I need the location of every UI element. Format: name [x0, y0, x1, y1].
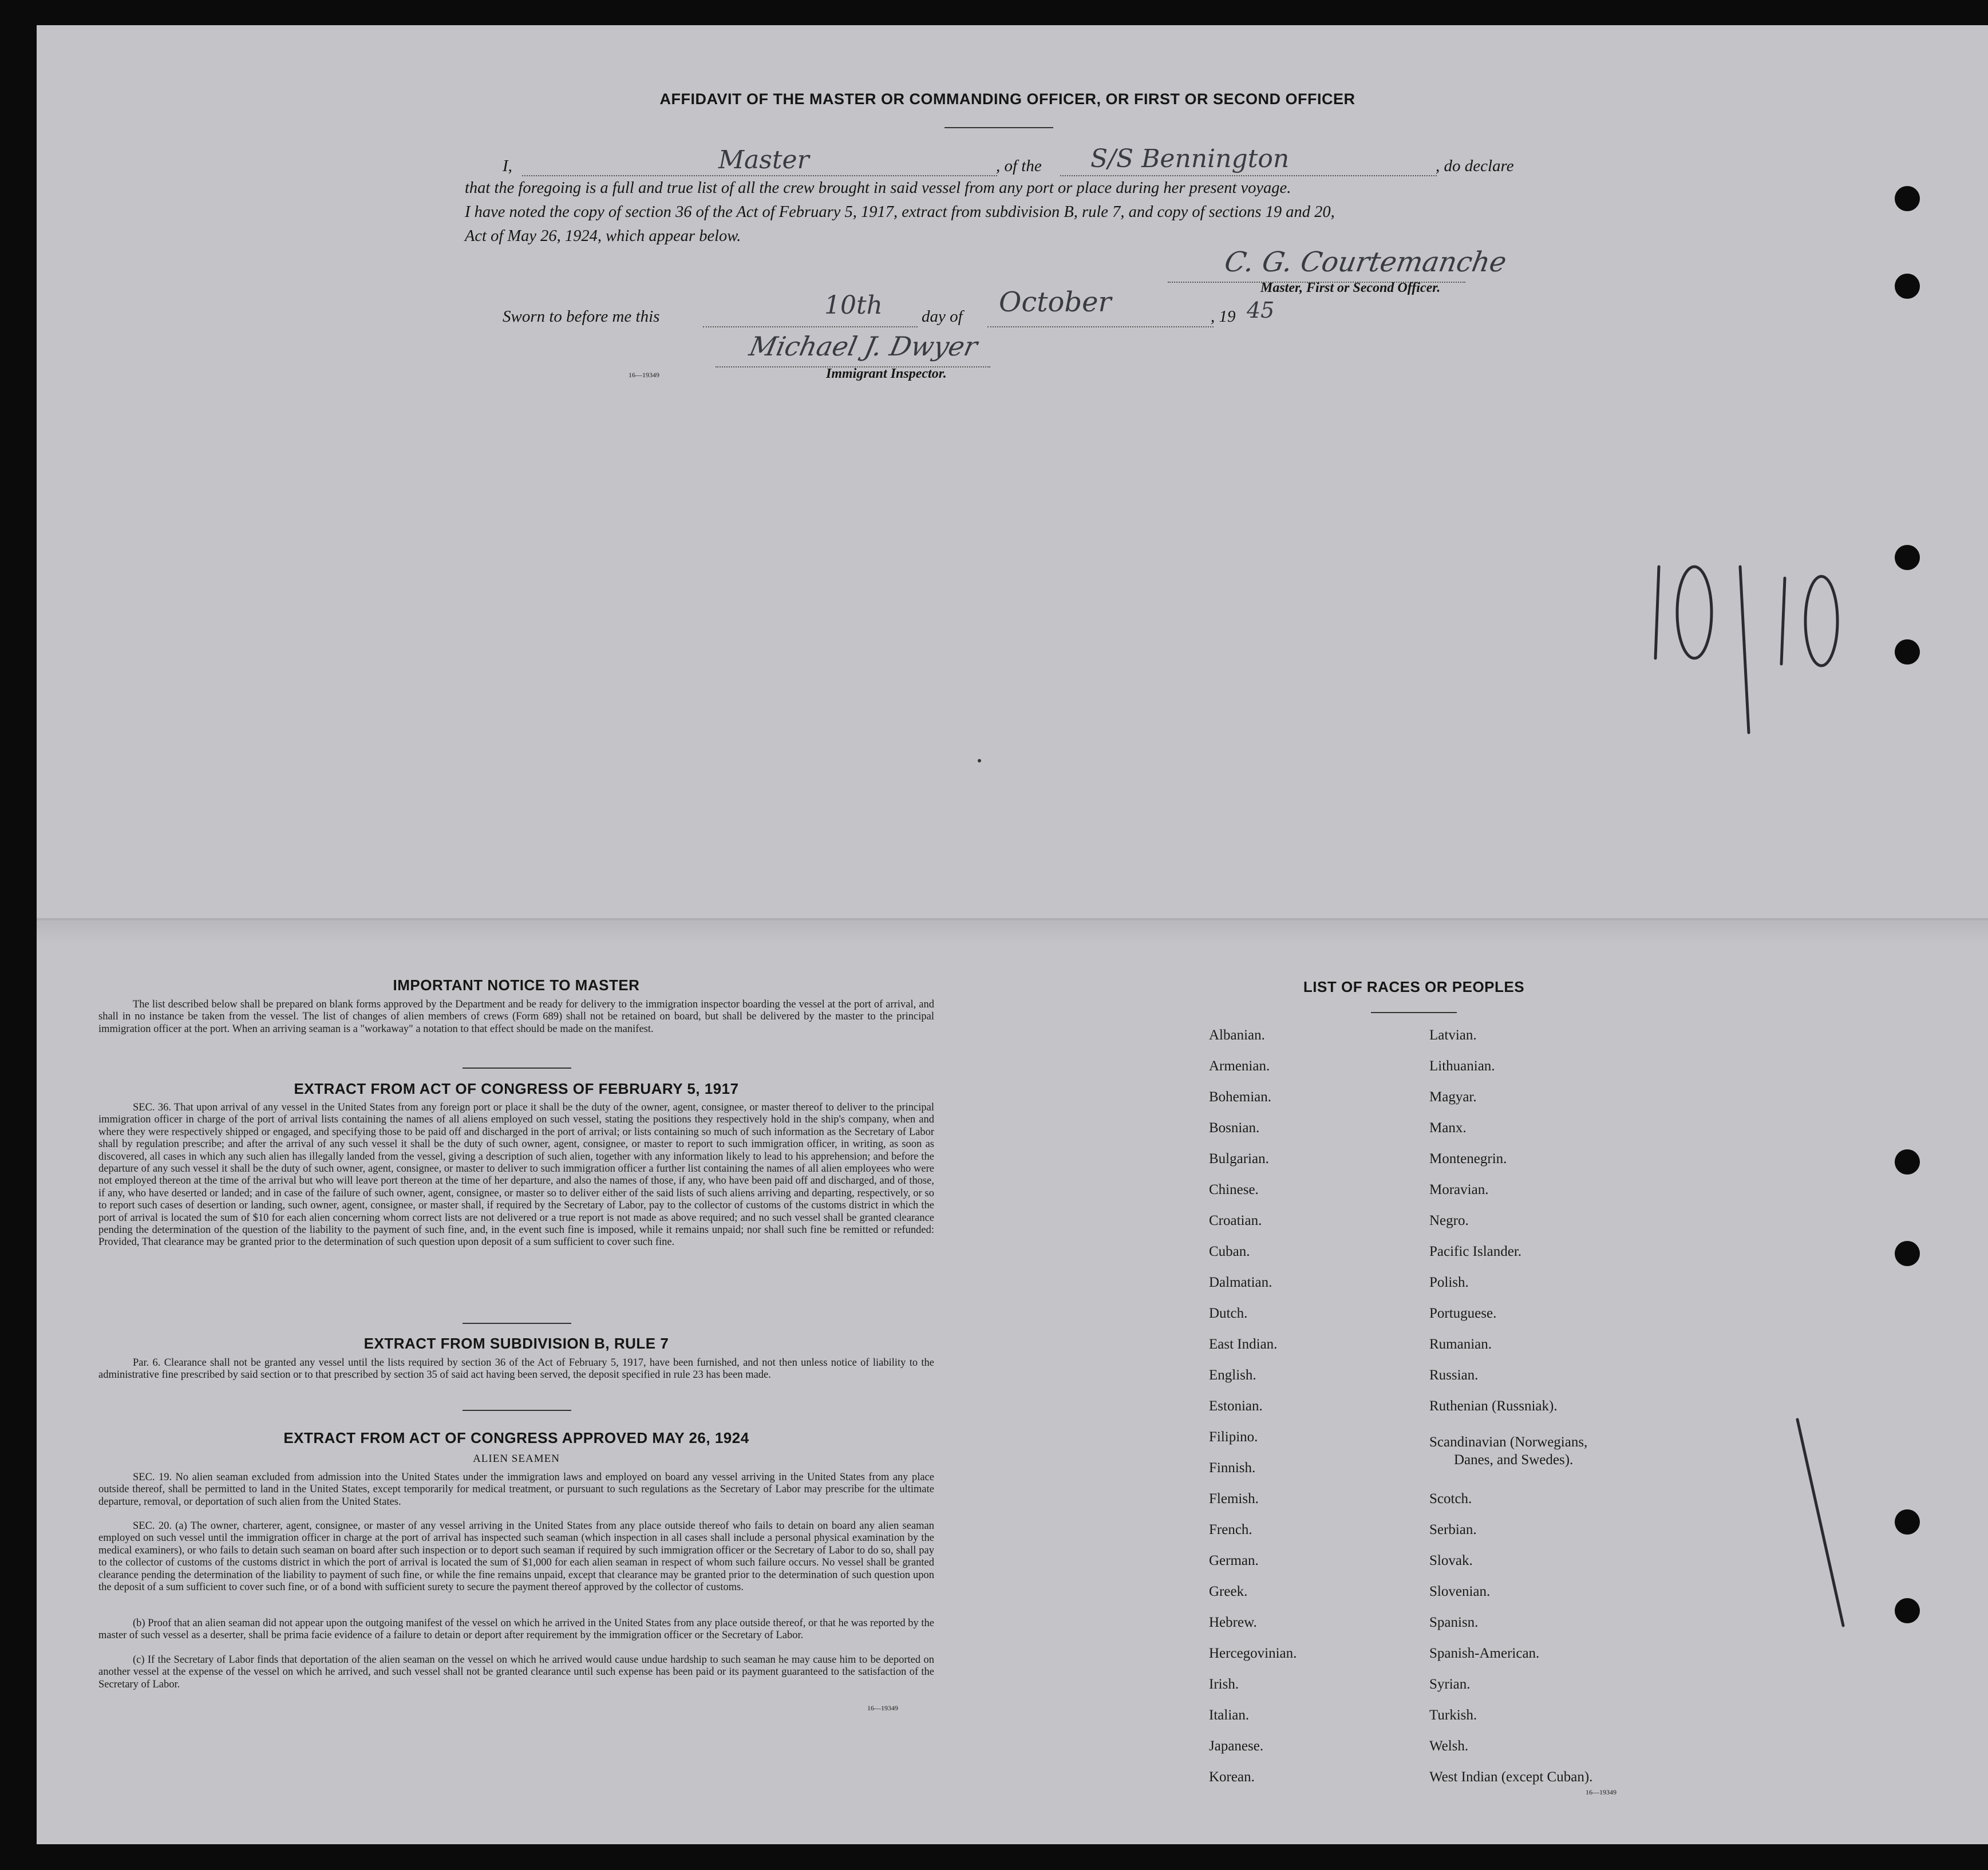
race-left-item: Croatian.	[1209, 1213, 1262, 1228]
affidavit-body-line-2: that the foregoing is a full and true list of all the crew brought in said vessel from any port or place during her present voyage.	[465, 179, 1291, 197]
sworn-month-line	[987, 326, 1214, 327]
race-left-item: Albanian.	[1209, 1027, 1265, 1043]
race-left-item: Chinese.	[1209, 1182, 1259, 1197]
race-right-item: Serbian.	[1429, 1522, 1477, 1537]
race-right-item: Scandinavian (Norwegians,	[1429, 1434, 1588, 1450]
punch-hole-6	[1895, 1241, 1920, 1266]
punch-hole-4	[1895, 639, 1920, 665]
race-left-item: Cuban.	[1209, 1244, 1250, 1259]
stray-dot	[978, 759, 981, 762]
inspector-caption: Immigrant Inspector.	[826, 366, 947, 381]
margin-slash-drawing	[1786, 1414, 1855, 1631]
extract-1917-rule	[463, 1323, 571, 1324]
race-right-item: Ruthenian (Russniak).	[1429, 1398, 1558, 1414]
extract-1924-title: EXTRACT FROM ACT OF CONGRESS APPROVED MAY 26, 1924	[283, 1429, 749, 1446]
affidavit-title-rule	[944, 127, 1053, 128]
handwritten-master: Master	[718, 145, 809, 175]
notice-body: The list described below shall be prepared on blank forms approved by the Department and be ready for delivery to the immigration inspector boarding the vessel at the port of arrival, and shall in no instance be taken from the vessel. The list of changes of alien members of crews (Form 689) shall not be retained on board, but shall be delivered by the master to the principal immigration officer at the port. When an arriving seaman is a "workaway" a notation to that effect should be made on the manifest.	[98, 999, 934, 1035]
affidavit-i-label: I,	[503, 157, 512, 175]
vessel-name-line	[1060, 175, 1437, 176]
extract-rule7-rule	[463, 1410, 571, 1411]
race-left-item: Filipino.	[1209, 1429, 1258, 1445]
punch-hole-3	[1895, 545, 1920, 570]
extract-1917-title: EXTRACT FROM ACT OF CONGRESS OF FEBRUARY 5, 1917	[294, 1080, 739, 1097]
race-left-item: Estonian.	[1209, 1398, 1263, 1414]
race-right-item: Manx.	[1429, 1120, 1467, 1136]
race-left-item: Irish.	[1209, 1677, 1239, 1692]
handwritten-master-signature: C. G. Courtemanche	[1222, 246, 1509, 278]
race-left-item: French.	[1209, 1522, 1252, 1537]
race-left-item: German.	[1209, 1553, 1259, 1568]
race-left-item: Dalmatian.	[1209, 1275, 1272, 1290]
extract-1917-body: SEC. 36. That upon arrival of any vessel in the United States from any foreign port or place it shall be the duty of the owner, agent, consignee, or master thereof to deliver to the principal immigration officer in charge of the port of arrival lists containing the names of all aliens employed on such vessel, stating the positions they respectively hold in the ship's company, when and where they were respectively shipped or engaged, and specifying those to be paid off and discharged in the port of arrival; or lists containing so much of such information as the Secretary of Labor shall by regulation prescribe; and after the arrival of any such vessel it shall be the duty of such owner, agent, consignee, or master to report to such immigration officer, in writing, as soon as discovered, all cases in which any such alien has illegally landed from the vessel, giving a description of such alien, together with any information likely to lead to his apprehension; and before the departure of any such vessel it shall be the duty of such owner, agent, consignee, or master to deliver to such immigration officer a further list containing the names of all alien employees who were not employed thereon at the time of the arrival but who will leave port thereon at the time of her departure, and also the names of those, if any, who have been paid off and discharged, and of those, if any, who have deserted or landed; and in case of the failure of such owner, agent, consignee, or master so to deliver either of the said lists of such aliens arriving and departing, respectively, or so to report such cases of desertion or landing, such owner, agent, consignee, or master shall, if required by the Secretary of Labor, pay to the collector of customs of the customs district in which the port of arrival is located the sum of $10 for each alien concerning whom correct lists are not delivered or a true report is not made as above required; and no such vessel shall be granted clearance pending the determination of the question of the liability to the payment of such fine, and, in the event such fine is imposed, while it remains unpaid; nor shall such fine be remitted or refunded: Provided, That clearance may be granted prior to the determination of such question upon deposit of a sum sufficient to cover such fine.	[98, 1102, 934, 1248]
race-right-item: Syrian.	[1429, 1677, 1471, 1692]
race-right-item: Turkish.	[1429, 1707, 1477, 1723]
race-right-item: Welsh.	[1429, 1738, 1469, 1754]
margin-count-drawing	[1637, 549, 1855, 738]
race-right-item: Slovak.	[1429, 1553, 1473, 1568]
extract-1924-subtitle: ALIEN SEAMEN	[473, 1453, 560, 1465]
race-left-item: English.	[1209, 1367, 1256, 1383]
master-title-line	[522, 175, 997, 176]
race-left-item: East Indian.	[1209, 1337, 1278, 1352]
race-left-item: Bohemian.	[1209, 1089, 1272, 1105]
races-form-number: 16—19349	[1586, 1788, 1617, 1796]
race-left-item: Flemish.	[1209, 1491, 1259, 1507]
year-prefix: , 19	[1211, 307, 1236, 326]
handwritten-margin-count	[1637, 549, 1855, 738]
race-left-item: Dutch.	[1209, 1306, 1248, 1321]
punch-hole-5	[1895, 1149, 1920, 1175]
extract-1924-sec20a: SEC. 20. (a) The owner, charterer, agent, consignee, or master of any vessel arriving in the United States from any place outside thereof who fails to detain on board any alien seaman employed on such vessel until the immigration officer in charge at the port of arrival has inspected such seaman (which inspection in all cases shall include a personal physical examination by the medical examiners), or who fails to detain such seaman on board after such inspection or to deport such seaman if required by such immigration officer or the Secretary of Labor to do so, shall pay to the collector of customs of the customs district in which the port of arrival is located the sum of $1,000 for each alien seaman in respect of whom such failure occurs. No vessel shall be granted clearance pending the determination of the liability to payment of such fine, or while the fine remains unpaid, except that clearance may be granted prior to the determination of such question upon the deposit of a sum sufficient to cover such fine, or of a bond with sufficient surety to secure the payment thereof approved by the collector of customs.	[98, 1520, 934, 1594]
race-right-item: Slovenian.	[1429, 1584, 1491, 1599]
punch-hole-8	[1895, 1598, 1920, 1623]
extract-rule7-title: EXTRACT FROM SUBDIVISION B, RULE 7	[363, 1335, 669, 1352]
race-left-item: Japanese.	[1209, 1738, 1264, 1754]
handwritten-month: October	[999, 286, 1112, 318]
punch-hole-1	[1895, 186, 1920, 211]
fold-shadow	[37, 920, 1988, 943]
race-right-item: Portuguese.	[1429, 1306, 1497, 1321]
race-left-item: Hercegovinian.	[1209, 1646, 1297, 1661]
affidavit-form-number: 16—19349	[629, 371, 659, 379]
race-right-item: Spanish-American.	[1429, 1646, 1540, 1661]
extract-form-number: 16—19349	[867, 1704, 898, 1712]
sworn-label: Sworn to before me this	[503, 307, 660, 326]
race-left-item: Armenian.	[1209, 1058, 1270, 1074]
race-right-item: Scotch.	[1429, 1491, 1472, 1507]
affidavit-declare-label: , do declare	[1436, 157, 1514, 175]
races-title-rule	[1371, 1012, 1457, 1013]
extract-rule7-body: Par. 6. Clearance shall not be granted any vessel until the lists required by section 36 of the Act of February 5, 1917, have been furnished, and not then unless notice of liability to the administrative fine prescribed by said section or to that prescribed by section 35 of said act having been served, the deposit specified in rule 23 has been made.	[98, 1357, 934, 1381]
race-right-item: Spanisn.	[1429, 1615, 1479, 1630]
race-right-item: Lithuanian.	[1429, 1058, 1495, 1074]
race-right-item: Magyar.	[1429, 1089, 1477, 1105]
notice-rule	[463, 1068, 571, 1069]
race-right-item: Moravian.	[1429, 1182, 1489, 1197]
handwritten-vessel: S/S Bennington	[1090, 144, 1290, 173]
race-right-item: West Indian (except Cuban).	[1429, 1769, 1593, 1785]
handwritten-year: 45	[1247, 298, 1275, 323]
day-of-label: day of	[922, 307, 963, 326]
punch-hole-2	[1895, 274, 1920, 299]
margin-slash-mark	[1786, 1414, 1855, 1634]
affidavit-title: AFFIDAVIT OF THE MASTER OR COMMANDING OFFICER, OR FIRST OR SECOND OFFICER	[659, 90, 1355, 108]
race-right-item: Negro.	[1429, 1213, 1469, 1228]
handwritten-day: 10th	[824, 291, 883, 320]
punch-hole-7	[1895, 1509, 1920, 1535]
race-right-item: Latvian.	[1429, 1027, 1477, 1043]
affidavit-body-line-4: Act of May 26, 1924, which appear below.	[465, 227, 741, 245]
race-left-item: Bulgarian.	[1209, 1151, 1269, 1167]
sworn-day-line	[703, 326, 918, 327]
handwritten-inspector-signature: Michael J. Dwyer	[746, 331, 981, 362]
extract-1924-sec19: SEC. 19. No alien seaman excluded from admission into the United States under the immigration laws and employed on board any vessel arriving in the United States from any place outside thereof, shall be permitted to land in the United States, except temporarily for medical treatment, or pursuant to such regulations as the Secretary of Labor may prescribe for the ultimate departure, removal, or deportation of such alien from the United States.	[98, 1472, 934, 1508]
race-left-item: Italian.	[1209, 1707, 1250, 1723]
race-left-item: Bosnian.	[1209, 1120, 1260, 1136]
notice-title: IMPORTANT NOTICE TO MASTER	[393, 976, 640, 994]
race-left-item: Finnish.	[1209, 1460, 1256, 1476]
officer-caption: Master, First or Second Officer.	[1260, 280, 1441, 295]
race-right-item: Russian.	[1429, 1367, 1479, 1383]
race-right-item: Rumanian.	[1429, 1337, 1492, 1352]
extract-1924-sec20c: (c) If the Secretary of Labor finds that deportation of the alien seaman on the vessel on which he arrived would cause undue hardship to such seaman he may cause him to be deported on another vessel at the expense of the vessel on which he arrived, and such vessel shall not be granted clearance until such expense has been paid or its payment guaranteed to the satisfaction of the Secretary of Labor.	[98, 1654, 934, 1690]
races-title: LIST OF RACES OR PEOPLES	[1303, 978, 1525, 995]
affidavit-of-the-label: , of the	[996, 157, 1042, 175]
race-right-item: Polish.	[1429, 1275, 1469, 1290]
affidavit-body-line-3: I have noted the copy of section 36 of the Act of February 5, 1917, extract from subdivision B, rule 7, and copy of sections 19 and 20,	[465, 203, 1335, 221]
race-right-item: Danes, and Swedes).	[1454, 1452, 1574, 1468]
race-left-item: Korean.	[1209, 1769, 1255, 1785]
extract-1924-sec20b: (b) Proof that an alien seaman did not appear upon the outgoing manifest of the vessel on which he arrived in the United States from any place outside thereof, or that he was reported by the master of such vessel as a deserter, shall be prima facie evidence of a failure to detain or deport after requirement by the immigration officer or the Secretary of Labor.	[98, 1618, 934, 1642]
race-right-item: Pacific Islander.	[1429, 1244, 1522, 1259]
race-left-item: Greek.	[1209, 1584, 1248, 1599]
race-right-item: Montenegrin.	[1429, 1151, 1507, 1167]
race-left-item: Hebrew.	[1209, 1615, 1257, 1630]
